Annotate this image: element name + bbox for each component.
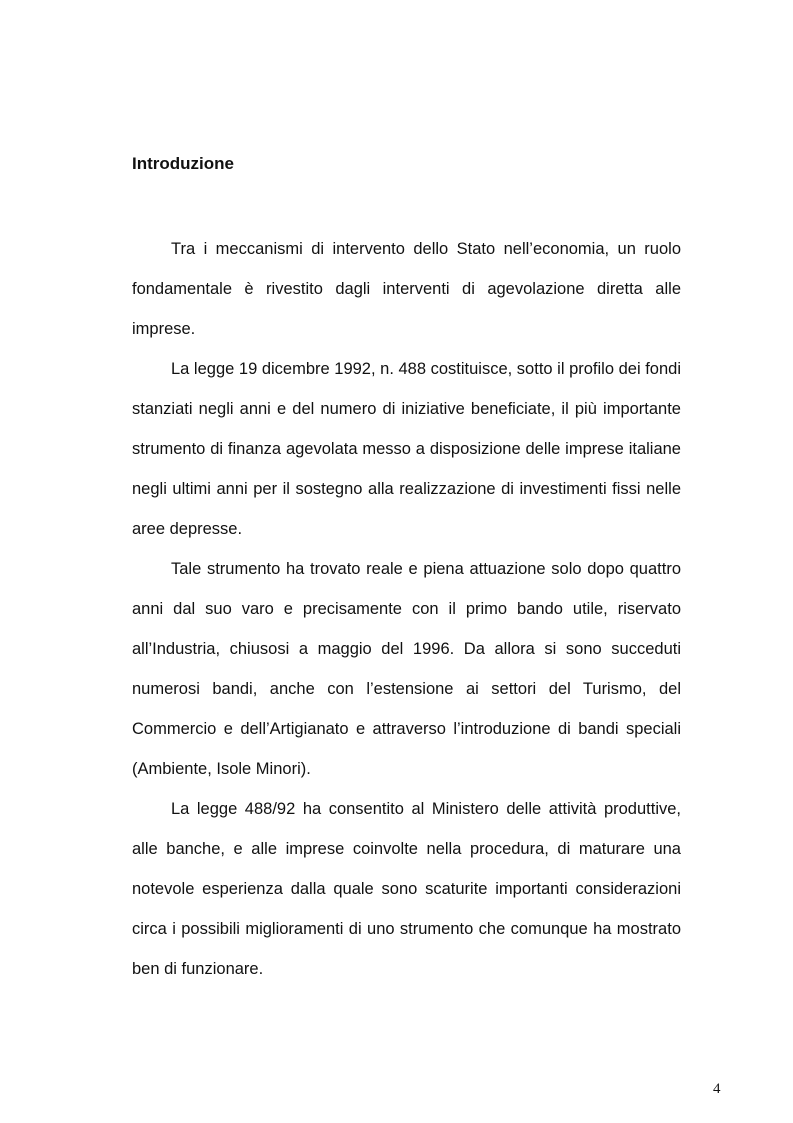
body-text — [132, 229, 681, 989]
paragraph-2: La legge 19 dicembre 1992, n. 488 costituisce, sotto il profilo dei fondi stanziati negli anni e del numero di iniziative beneficiate, il più importante strumento di finanza agevolata messo a disposizione delle imprese italiane negli ultimi anni per il sostegno alla realizzazione di investimenti fissi nelle aree depresse. — [132, 360, 681, 538]
section-heading: Introduzione — [132, 154, 234, 173]
paragraph-4: La legge 488/92 ha consentito al Ministero delle attività produttive, alle banche, e alle imprese coinvolte nella procedura, di maturare una notevole esperienza dalla quale sono scaturite importanti considerazioni circa i possibili miglioramenti di uno strumento che comunque ha mostrato ben di funzionare. — [132, 800, 681, 978]
page-number: 4 — [713, 1081, 721, 1097]
paragraph-1: Tra i meccanismi di intervento dello Stato nell’economia, un ruolo fondamentale è rivestito dagli interventi di agevolazione diretta alle imprese. — [132, 240, 681, 338]
paragraph-3: Tale strumento ha trovato reale e piena attuazione solo dopo quattro anni dal suo varo e precisamente con il primo bando utile, riservato all’Industria, chiusosi a maggio del 1996. Da allora si sono succeduti numerosi bandi, anche con l’estensione ai settori del Turismo, del Commercio e dell’Artigianato e attraverso l’introduzione di bandi speciali (Ambiente, Isole Minori). — [132, 560, 681, 778]
